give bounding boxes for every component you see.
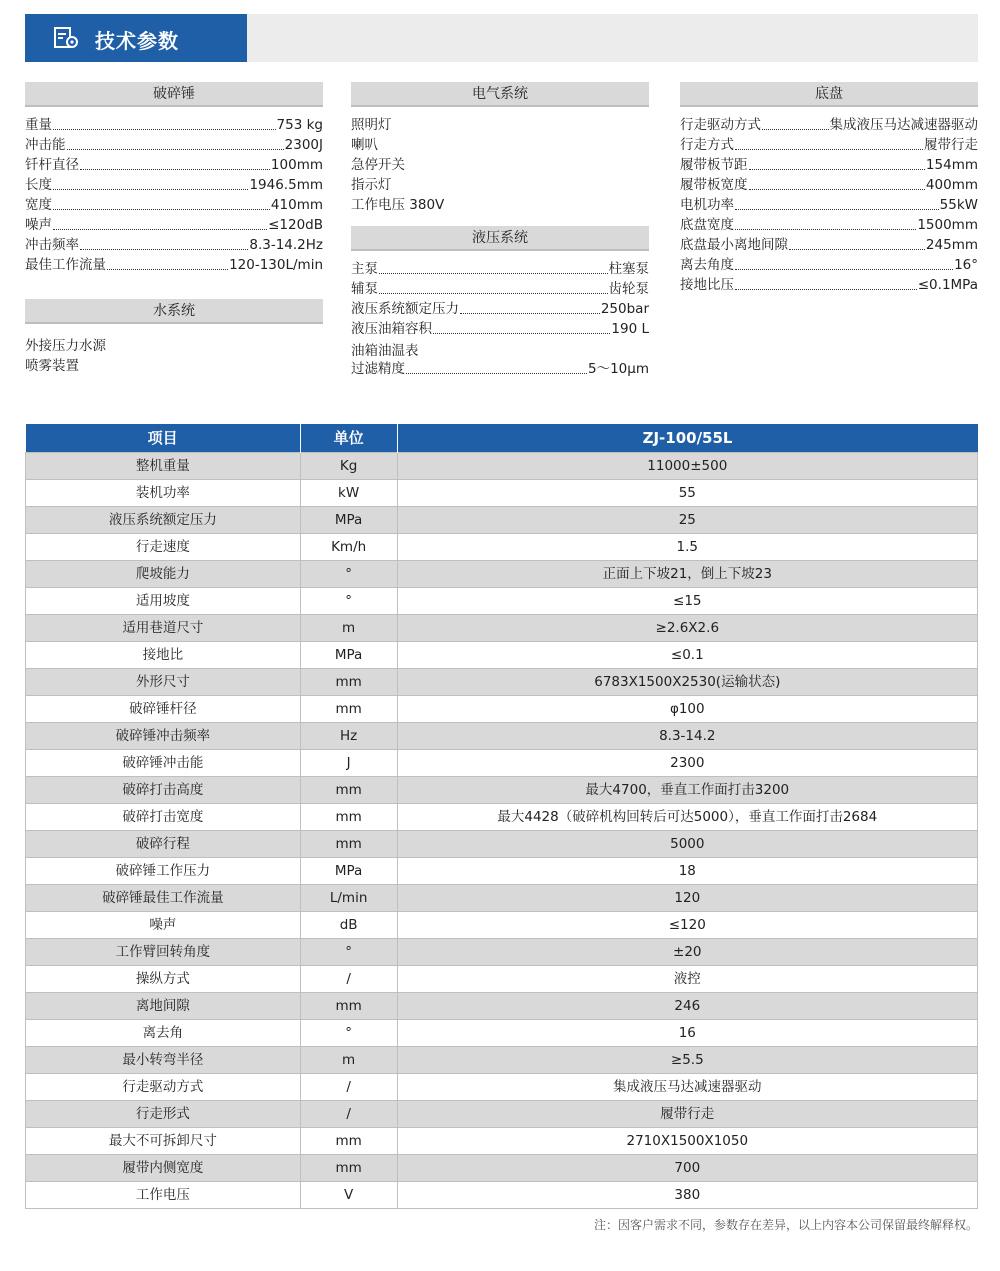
cell-item: 整机重量 xyxy=(26,452,301,479)
spec-row xyxy=(351,259,649,279)
spec-value: 400mm xyxy=(925,177,978,193)
spec-row xyxy=(680,255,978,275)
cell-value: 履带行走 xyxy=(397,1100,977,1127)
spec-line: 喇叭 xyxy=(351,137,378,153)
table-row xyxy=(26,506,978,533)
dot-leader xyxy=(53,129,276,130)
cell-value: 最大4428（破碎机构回转后可达5000），垂直工作面打击2684 xyxy=(397,803,977,830)
spec-key: 履带板宽度 xyxy=(680,177,748,193)
cell-unit: mm xyxy=(300,803,397,830)
spec-row xyxy=(351,299,649,319)
cell-unit: / xyxy=(300,1100,397,1127)
page-title: 技术参数 xyxy=(95,29,179,53)
spec-key: 过滤精度 xyxy=(351,361,405,377)
cell-value: 120 xyxy=(397,884,977,911)
cell-item: 最小转弯半径 xyxy=(26,1046,301,1073)
spec-key: 长度 xyxy=(25,177,52,193)
cell-unit: m xyxy=(300,1046,397,1073)
cell-item: 行走形式 xyxy=(26,1100,301,1127)
cell-item: 离去角 xyxy=(26,1019,301,1046)
table-row xyxy=(26,1046,978,1073)
breaker-column xyxy=(25,82,323,376)
cell-unit: Km/h xyxy=(300,533,397,560)
cell-unit: mm xyxy=(300,695,397,722)
spec-row xyxy=(351,319,649,339)
header-model: ZJ-100/55L xyxy=(397,424,977,452)
spec-key: 钎杆直径 xyxy=(25,157,79,173)
cell-item: 破碎锤最佳工作流量 xyxy=(26,884,301,911)
spec-value: 190 L xyxy=(611,321,649,337)
spec-key: 重量 xyxy=(25,117,52,133)
spec-key: 底盘宽度 xyxy=(680,217,734,233)
cell-item: 噪声 xyxy=(26,911,301,938)
cell-item: 液压系统额定压力 xyxy=(26,506,301,533)
cell-unit: m xyxy=(300,614,397,641)
dot-leader xyxy=(53,189,248,190)
cell-unit: mm xyxy=(300,776,397,803)
dot-leader xyxy=(789,249,925,250)
cell-unit: Hz xyxy=(300,722,397,749)
cell-value: 55 xyxy=(397,479,977,506)
table-row xyxy=(26,830,978,857)
cell-value: ≤120 xyxy=(397,911,977,938)
cell-value: 正面上下坡21，倒上下坡23 xyxy=(397,560,977,587)
cell-unit: Kg xyxy=(300,452,397,479)
table-row xyxy=(26,938,978,965)
cell-unit: MPa xyxy=(300,641,397,668)
cell-item: 装机功率 xyxy=(26,479,301,506)
dot-leader xyxy=(433,333,610,334)
cell-unit: / xyxy=(300,1073,397,1100)
spec-line: 工作电压 380V xyxy=(351,197,445,213)
cell-item: 破碎锤冲击能 xyxy=(26,749,301,776)
spec-row xyxy=(25,115,323,135)
spec-key: 履带板节距 xyxy=(680,157,748,173)
dot-leader xyxy=(53,209,270,210)
table-row xyxy=(26,560,978,587)
spec-value: ≤120dB xyxy=(268,217,323,233)
table-row xyxy=(26,479,978,506)
electric-title: 电气系统 xyxy=(351,82,649,107)
dot-leader xyxy=(80,169,270,170)
cell-value: 2300 xyxy=(397,749,977,776)
cell-value: 8.3-14.2 xyxy=(397,722,977,749)
dot-leader xyxy=(379,273,608,274)
cell-item: 爬坡能力 xyxy=(26,560,301,587)
cell-value: 5000 xyxy=(397,830,977,857)
chassis-title: 底盘 xyxy=(680,82,978,107)
table-row xyxy=(26,776,978,803)
cell-item: 破碎打击宽度 xyxy=(26,803,301,830)
table-row xyxy=(26,1181,978,1208)
spec-table xyxy=(25,424,978,1209)
dot-leader xyxy=(735,149,923,150)
table-row xyxy=(26,857,978,884)
spec-value: 100mm xyxy=(270,157,323,173)
cell-value: 1.5 xyxy=(397,533,977,560)
spec-value: 245mm xyxy=(925,237,978,253)
cell-item: 破碎锤冲击频率 xyxy=(26,722,301,749)
water-title: 水系统 xyxy=(25,299,323,324)
cell-value: 700 xyxy=(397,1154,977,1181)
cell-item: 工作臂回转角度 xyxy=(26,938,301,965)
table-header-row xyxy=(26,424,978,452)
cell-unit: MPa xyxy=(300,857,397,884)
spec-row xyxy=(25,255,323,275)
cell-unit: / xyxy=(300,965,397,992)
cell-item: 适用巷道尺寸 xyxy=(26,614,301,641)
cell-item: 破碎锤工作压力 xyxy=(26,857,301,884)
spec-row xyxy=(351,359,649,379)
spec-row xyxy=(25,195,323,215)
cell-value: ≤15 xyxy=(397,587,977,614)
cell-item: 最大不可拆卸尺寸 xyxy=(26,1127,301,1154)
cell-item: 工作电压 xyxy=(26,1181,301,1208)
cell-item: 行走速度 xyxy=(26,533,301,560)
cell-value: 16 xyxy=(397,1019,977,1046)
table-row xyxy=(26,695,978,722)
cell-value: ±20 xyxy=(397,938,977,965)
cell-value: 380 xyxy=(397,1181,977,1208)
cell-value: φ100 xyxy=(397,695,977,722)
header-unit: 单位 xyxy=(300,424,397,452)
table-row xyxy=(26,587,978,614)
spec-row xyxy=(25,215,323,235)
table-row xyxy=(26,641,978,668)
cell-unit: mm xyxy=(300,1154,397,1181)
dot-leader xyxy=(749,189,925,190)
dot-leader xyxy=(735,229,916,230)
cell-unit: mm xyxy=(300,830,397,857)
cell-value: 11000±500 xyxy=(397,452,977,479)
spec-row xyxy=(680,215,978,235)
spec-value: 齿轮泵 xyxy=(608,281,649,297)
table-row xyxy=(26,1154,978,1181)
breaker-title: 破碎锤 xyxy=(25,82,323,107)
cell-unit: dB xyxy=(300,911,397,938)
document-gear-icon xyxy=(53,26,79,50)
spec-key: 电机功率 xyxy=(680,197,734,213)
spec-value: 5～10μm xyxy=(587,361,649,377)
cell-value: ≥5.5 xyxy=(397,1046,977,1073)
spec-value: 2300J xyxy=(284,137,323,153)
cell-unit: ° xyxy=(300,1019,397,1046)
spec-key: 最佳工作流量 xyxy=(25,257,106,273)
spec-line: 油箱油温表 xyxy=(351,343,419,359)
spec-row xyxy=(680,115,978,135)
dot-leader xyxy=(735,269,953,270)
spec-line: 急停开关 xyxy=(351,157,405,173)
table-row xyxy=(26,803,978,830)
table-row xyxy=(26,452,978,479)
spec-value: 55kW xyxy=(939,197,978,213)
dot-leader xyxy=(379,293,608,294)
table-row xyxy=(26,668,978,695)
table-row xyxy=(26,1073,978,1100)
spec-value: 8.3-14.2Hz xyxy=(249,237,323,253)
cell-value: 最大4700，垂直工作面打击3200 xyxy=(397,776,977,803)
spec-value: 1946.5mm xyxy=(249,177,323,193)
spec-key: 噪声 xyxy=(25,217,52,233)
hydraulic-spec-list xyxy=(351,259,649,379)
spec-row xyxy=(680,195,978,215)
spec-key: 接地比压 xyxy=(680,277,734,293)
cell-unit: mm xyxy=(300,668,397,695)
spec-key: 宽度 xyxy=(25,197,52,213)
cell-value: 6783X1500X2530(运输状态) xyxy=(397,668,977,695)
spec-row xyxy=(680,275,978,295)
table-row xyxy=(26,884,978,911)
chassis-column xyxy=(680,82,978,295)
spec-line: 指示灯 xyxy=(351,177,392,193)
spec-value: 120-130L/min xyxy=(229,257,323,273)
cell-value: ≤0.1 xyxy=(397,641,977,668)
cell-item: 破碎打击高度 xyxy=(26,776,301,803)
dot-leader xyxy=(735,289,917,290)
cell-item: 离地间隙 xyxy=(26,992,301,1019)
spec-row xyxy=(680,235,978,255)
cell-value: 2710X1500X1050 xyxy=(397,1127,977,1154)
hydraulic-title: 液压系统 xyxy=(351,226,649,251)
spec-row xyxy=(25,155,323,175)
footnote: 注：因客户需求不同，参数存在差异，以上内容本公司保留最终解释权。 xyxy=(593,1218,978,1232)
spec-row xyxy=(680,175,978,195)
cell-unit: mm xyxy=(300,1127,397,1154)
cell-item: 履带内侧宽度 xyxy=(26,1154,301,1181)
cell-value: ≥2.6X2.6 xyxy=(397,614,977,641)
spec-key: 行走驱动方式 xyxy=(680,117,761,133)
cell-value: 25 xyxy=(397,506,977,533)
spec-value: 1500mm xyxy=(917,217,978,233)
cell-unit: mm xyxy=(300,992,397,1019)
spec-line: 外接压力水源 xyxy=(25,338,106,354)
cell-item: 破碎行程 xyxy=(26,830,301,857)
spec-value: 柱塞泵 xyxy=(608,261,649,277)
spec-value: 154mm xyxy=(925,157,978,173)
header-item: 项目 xyxy=(26,424,301,452)
section-header-tab xyxy=(25,14,247,62)
dot-leader xyxy=(80,249,248,250)
spec-key: 行走方式 xyxy=(680,137,734,153)
cell-item: 外形尺寸 xyxy=(26,668,301,695)
chassis-spec-list xyxy=(680,115,978,295)
spec-key: 离去角度 xyxy=(680,257,734,273)
table-row xyxy=(26,722,978,749)
cell-item: 破碎锤杆径 xyxy=(26,695,301,722)
table-row xyxy=(26,965,978,992)
spec-value: 16° xyxy=(954,257,978,273)
spec-key: 主泵 xyxy=(351,261,378,277)
cell-unit: ° xyxy=(300,560,397,587)
spec-row xyxy=(680,155,978,175)
water-spec-list xyxy=(25,336,323,376)
electric-spec-list xyxy=(351,115,649,215)
cell-unit: J xyxy=(300,749,397,776)
cell-unit: L/min xyxy=(300,884,397,911)
dot-leader xyxy=(67,149,284,150)
spec-key: 辅泵 xyxy=(351,281,378,297)
spec-row xyxy=(680,135,978,155)
dot-leader xyxy=(749,169,925,170)
table-row xyxy=(26,614,978,641)
spec-value: 250bar xyxy=(600,301,649,317)
section-header xyxy=(25,14,978,62)
spec-value: 集成液压马达减速器驱动 xyxy=(829,117,978,133)
spec-row xyxy=(351,279,649,299)
spec-value: 履带行走 xyxy=(924,137,978,153)
breaker-spec-list xyxy=(25,115,323,275)
table-row xyxy=(26,1100,978,1127)
dot-leader xyxy=(762,129,829,130)
dot-leader xyxy=(735,209,939,210)
spec-line: 喷雾装置 xyxy=(25,358,79,374)
spec-row xyxy=(25,135,323,155)
table-row xyxy=(26,1127,978,1154)
spec-line: 照明灯 xyxy=(351,117,392,133)
cell-value: 18 xyxy=(397,857,977,884)
cell-unit: MPa xyxy=(300,506,397,533)
spec-row xyxy=(25,175,323,195)
table-row xyxy=(26,1019,978,1046)
dot-leader xyxy=(53,229,267,230)
cell-unit: ° xyxy=(300,587,397,614)
cell-value: 246 xyxy=(397,992,977,1019)
table-row xyxy=(26,533,978,560)
table-row xyxy=(26,992,978,1019)
spec-key: 冲击能 xyxy=(25,137,66,153)
spec-key: 液压油箱容积 xyxy=(351,321,432,337)
spec-value: 753 kg xyxy=(276,117,323,133)
spec-key: 液压系统额定压力 xyxy=(351,301,459,317)
spec-key: 底盘最小离地间隙 xyxy=(680,237,788,253)
spec-value: ≤0.1MPa xyxy=(917,277,978,293)
dot-leader xyxy=(107,269,228,270)
spec-value: 410mm xyxy=(270,197,323,213)
spec-row xyxy=(25,235,323,255)
cell-value: 液控 xyxy=(397,965,977,992)
cell-item: 行走驱动方式 xyxy=(26,1073,301,1100)
cell-item: 操纵方式 xyxy=(26,965,301,992)
dot-leader xyxy=(460,313,600,314)
electric-column xyxy=(351,82,649,379)
dot-leader xyxy=(406,373,587,374)
table-row xyxy=(26,749,978,776)
cell-item: 接地比 xyxy=(26,641,301,668)
cell-unit: kW xyxy=(300,479,397,506)
cell-item: 适用坡度 xyxy=(26,587,301,614)
spec-key: 冲击频率 xyxy=(25,237,79,253)
cell-unit: V xyxy=(300,1181,397,1208)
cell-value: 集成液压马达减速器驱动 xyxy=(397,1073,977,1100)
table-row xyxy=(26,911,978,938)
cell-unit: ° xyxy=(300,938,397,965)
